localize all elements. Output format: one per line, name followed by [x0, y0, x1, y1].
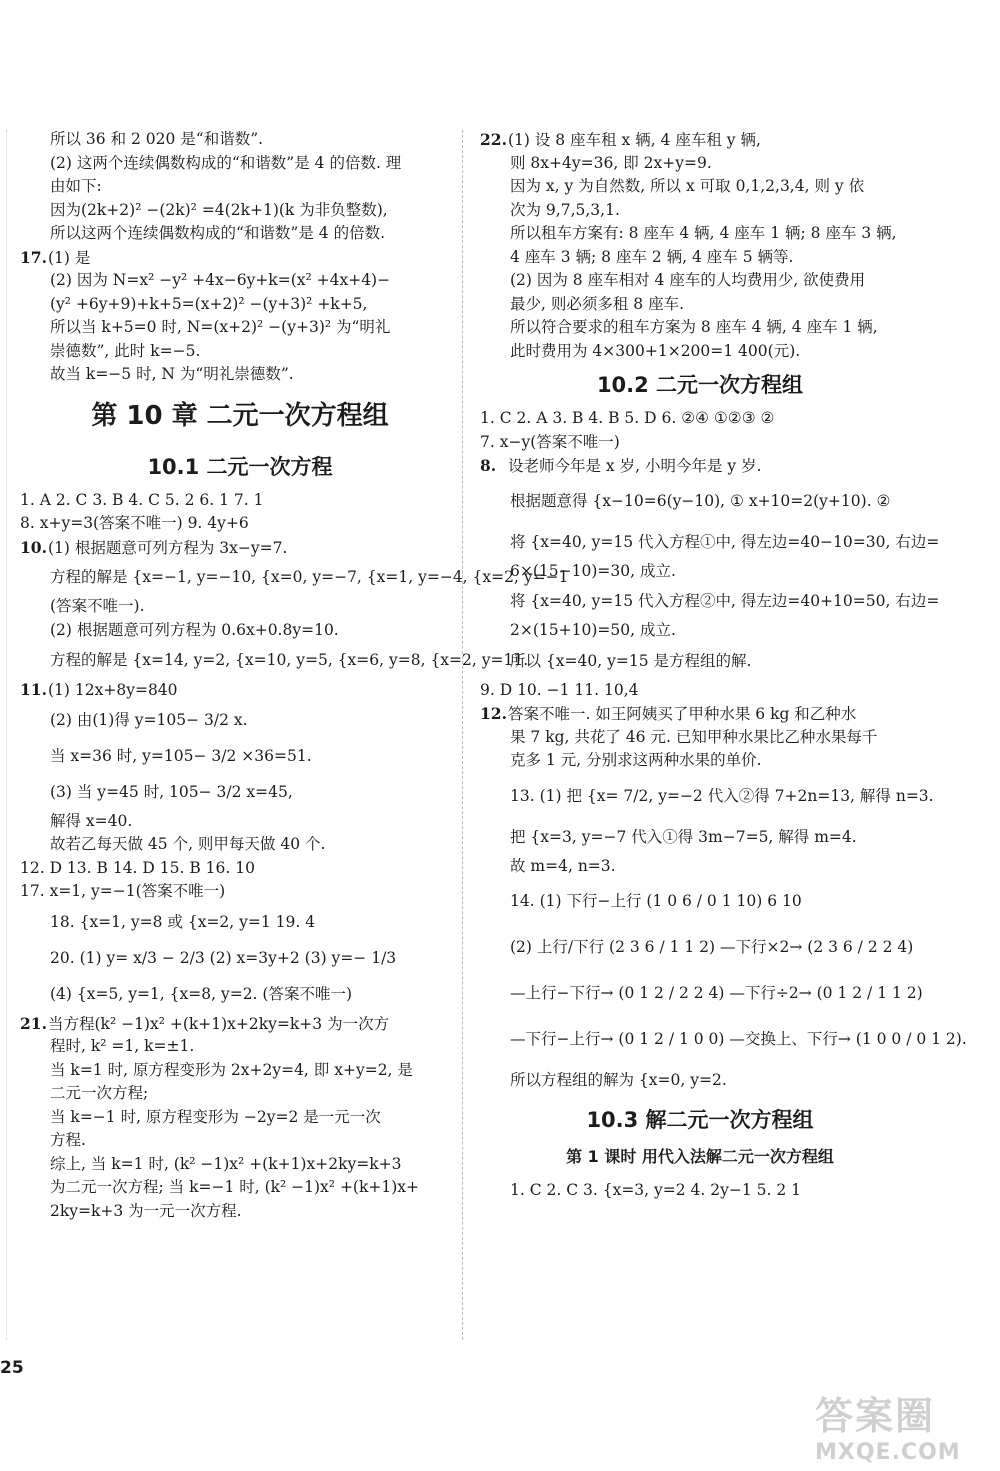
answer-line: 所以这两个连续偶数构成的“和谐数”是 4 的倍数.	[50, 224, 385, 242]
answer-line: 由如下:	[50, 177, 102, 195]
answer-line: 所以租车方案有: 8 座车 4 辆, 4 座车 1 辆; 8 座车 3 辆,	[510, 224, 897, 242]
answer-line: (2) 上行/下行 (2 3 6 / 1 1 2) —下行×2→ (2 3 6 / 2 2 4)	[510, 938, 914, 956]
answer-line: 2ky=k+3 为一元一次方程.	[50, 1201, 242, 1220]
question-text: (1) 根据题意可列方程为 3x−y=7.	[48, 538, 288, 557]
answer-line: (2) 这两个连续偶数构成的“和谐数”是 4 的倍数. 理	[50, 153, 402, 172]
answer-line: 二元一次方程;	[50, 1084, 149, 1102]
answer-line: 将 {x=40, y=15 代入方程①中, 得左边=40−10=30, 右边=	[510, 532, 940, 551]
answer-line: (答案不唯一).	[50, 597, 145, 615]
answer-line: 故当 k=−5 时, N 为“明礼崇德数”.	[50, 365, 294, 383]
question-line: 9. D 10. −1 11. 10,4	[480, 680, 639, 699]
watermark-text: 答案圈	[815, 1394, 936, 1438]
answer-line: 当 k=1 时, 原方程变形为 2x+2y=4, 即 x+y=2, 是	[50, 1060, 413, 1079]
answer-line: 方程的解是 {x=14, y=2, {x=10, y=5, {x=6, y=8, {x=2, y=11.	[50, 651, 529, 669]
answer-line: 18. {x=1, y=8 或 {x=2, y=1 19. 4	[50, 912, 316, 931]
answer-line: —下行−上行→ (0 1 2 / 1 0 0) —交换上、下行→ (1 0 0 / 0 1 2).	[510, 1030, 967, 1048]
answer-line: 因为 x, y 为自然数, 所以 x 可取 0,1,2,3,4, 则 y 依	[510, 177, 865, 195]
question-line	[20, 536, 460, 560]
question-line: 7. x−y(答案不唯一)	[480, 432, 620, 451]
answer-line: (2) 因为 N=x² −y² +4x−6y+k=(x² +4x+4)−	[50, 271, 391, 289]
answer-line: 根据题意得 {x−10=6(y−10), ① x+10=2(y+10). ②	[510, 491, 891, 510]
answer-line: 则 8x+4y=36, 即 2x+y=9.	[510, 153, 712, 172]
answer-line: 综上, 当 k=1 时, (k² −1)x² +(k+1)x+2ky=k+3	[50, 1154, 402, 1173]
answer-line: 克多 1 元, 分别求这两种水果的单价.	[510, 751, 762, 769]
answer-line: 果 7 kg, 共花了 46 元. 已知甲种水果比乙种水果每千	[510, 727, 878, 746]
answer-line: 程时, k² =1, k=±1.	[50, 1037, 195, 1055]
answer-line: 当 x=36 时, y=105− 3/2 ×36=51.	[50, 746, 312, 765]
chapter-title: 第 10 章 二元一次方程组	[91, 400, 389, 431]
answer-line: 因为(2k+2)² −(2k)² =4(2k+1)(k 为非负整数),	[50, 200, 388, 219]
question-line	[20, 1012, 460, 1036]
answer-line: 所以 {x=40, y=15 是方程组的解.	[510, 651, 752, 670]
answer-line: 13. (1) 把 {x= 7/2, y=−2 代入②得 7+2n=13, 解得 n=3.	[510, 786, 934, 805]
answer-line: (2) 因为 8 座车相对 4 座车的人均费用少, 欲使费用	[510, 271, 866, 289]
section-title: 10.2 二元一次方程组	[596, 373, 804, 397]
question-line: 1. C 2. A 3. B 4. B 5. D 6. ②④ ①②③ ②	[480, 409, 775, 427]
question-text: 答案不唯一. 如王阿姨买了甲种水果 6 kg 和乙种水	[508, 705, 857, 723]
margin-rule	[6, 130, 7, 1340]
answer-line: 此时费用为 4×300+1×200=1 400(元).	[510, 341, 801, 360]
answer-line: 解得 x=40.	[50, 811, 133, 830]
question-line	[20, 678, 460, 702]
answer-line: 1. C 2. C 3. {x=3, y=2 4. 2y−1 5. 2 1	[510, 1181, 802, 1199]
answer-line: 所以方程组的解为 {x=0, y=2.	[510, 1071, 727, 1089]
section-title: 10.3 解二元一次方程组	[586, 1108, 814, 1132]
answer-line: 当 k=−1 时, 原方程变形为 −2y=2 是一元一次	[50, 1107, 381, 1126]
question-number: 8.	[480, 456, 497, 475]
answer-line: (2) 由(1)得 y=105− 3/2 x.	[50, 710, 248, 729]
answer-line: 方程.	[50, 1131, 86, 1149]
question-line: 8. x+y=3(答案不唯一) 9. 4y+6	[20, 514, 249, 532]
answer-line: 20. (1) y= x/3 − 2/3 (2) x=3y+2 (3) y=− 1/3	[50, 948, 397, 967]
column-divider	[462, 130, 463, 1340]
question-number: 17.	[20, 247, 47, 267]
question-number: 22.	[480, 130, 507, 149]
question-number: 11.	[20, 680, 47, 699]
answer-line: 最少, 则必须多租 8 座车.	[510, 294, 684, 313]
question-text: 设老师今年是 x 岁, 小明今年是 y 岁.	[508, 457, 762, 475]
question-number: 10.	[20, 537, 47, 557]
answer-line: 所以 36 和 2 020 是“和谐数”.	[50, 130, 264, 148]
question-line: 12. D 13. B 14. D 15. B 16. 10	[20, 858, 255, 877]
answer-line: 2×(15+10)=50, 成立.	[510, 621, 676, 639]
question-text: (1) 12x+8y=840	[48, 681, 178, 699]
answer-line: 崇德数”, 此时 k=−5.	[50, 341, 201, 360]
answer-line: 方程的解是 {x=−1, y=−10, {x=0, y=−7, {x=1, y=−4, {x=2, y=−1	[50, 568, 569, 586]
question-text: 当方程(k² −1)x² +(k+1)x+2ky=k+3 为一次方	[48, 1014, 390, 1033]
answer-line: 将 {x=40, y=15 代入方程②中, 得左边=40+10=50, 右边=	[510, 592, 940, 610]
answer-line: (y² +6y+9)+k+5=(x+2)² −(y+3)² +k+5,	[50, 294, 368, 313]
question-text: (1) 设 8 座车租 x 辆, 4 座车租 y 辆,	[508, 131, 761, 149]
question-line	[480, 128, 920, 152]
question-text: (1) 是	[48, 248, 91, 267]
answer-line: 所以当 k+5=0 时, N=(x+2)² −(y+3)² 为“明礼	[50, 318, 391, 336]
answer-line: 故 m=4, n=3.	[510, 856, 616, 875]
answer-line: 次为 9,7,5,3,1.	[510, 200, 620, 219]
answer-line: (2) 根据题意可列方程为 0.6x+0.8y=10.	[50, 620, 339, 639]
answer-line: 4 座车 3 辆; 8 座车 2 辆, 4 座车 5 辆等.	[510, 247, 794, 266]
question-line: 1. A 2. C 3. B 4. C 5. 2 6. 1 7. 1	[20, 490, 264, 509]
answer-line: 14. (1) 下行−上行 (1 0 6 / 0 1 10) 6 10	[510, 892, 802, 910]
answer-line: (3) 当 y=45 时, 105− 3/2 x=45,	[50, 782, 293, 801]
answer-line: 所以符合要求的租车方案为 8 座车 4 辆, 4 座车 1 辆,	[510, 318, 878, 336]
answer-line: 故若乙每天做 45 个, 则甲每天做 40 个.	[50, 835, 326, 853]
question-line	[480, 702, 920, 726]
answer-line: 为二元一次方程; 当 k=−1 时, (k² −1)x² +(k+1)x+	[50, 1178, 419, 1196]
section-title: 10.1 二元一次方程	[147, 454, 333, 479]
page-number: 25	[0, 1358, 24, 1378]
watermark-url: MXQE.COM	[815, 1440, 961, 1465]
lesson-title: 第 1 课时 用代入法解二元一次方程组	[566, 1147, 834, 1166]
answer-line: (4) {x=5, y=1, {x=8, y=2. (答案不唯一)	[50, 984, 353, 1003]
answer-line: 把 {x=3, y=−7 代入①得 3m−7=5, 解得 m=4.	[510, 827, 857, 846]
question-line: 17. x=1, y=−1(答案不唯一)	[20, 882, 226, 900]
watermark-logo	[815, 1385, 985, 1465]
question-line	[480, 454, 920, 478]
answer-line: 6×(15−10)=30, 成立.	[510, 561, 676, 580]
question-number: 12.	[480, 704, 507, 723]
question-line	[20, 246, 460, 270]
answer-line: —上行−下行→ (0 1 2 / 2 2 4) —下行÷2→ (0 1 2 / 1 1 2)	[510, 984, 923, 1002]
question-number: 21.	[20, 1013, 47, 1033]
right-column	[480, 128, 967, 1208]
